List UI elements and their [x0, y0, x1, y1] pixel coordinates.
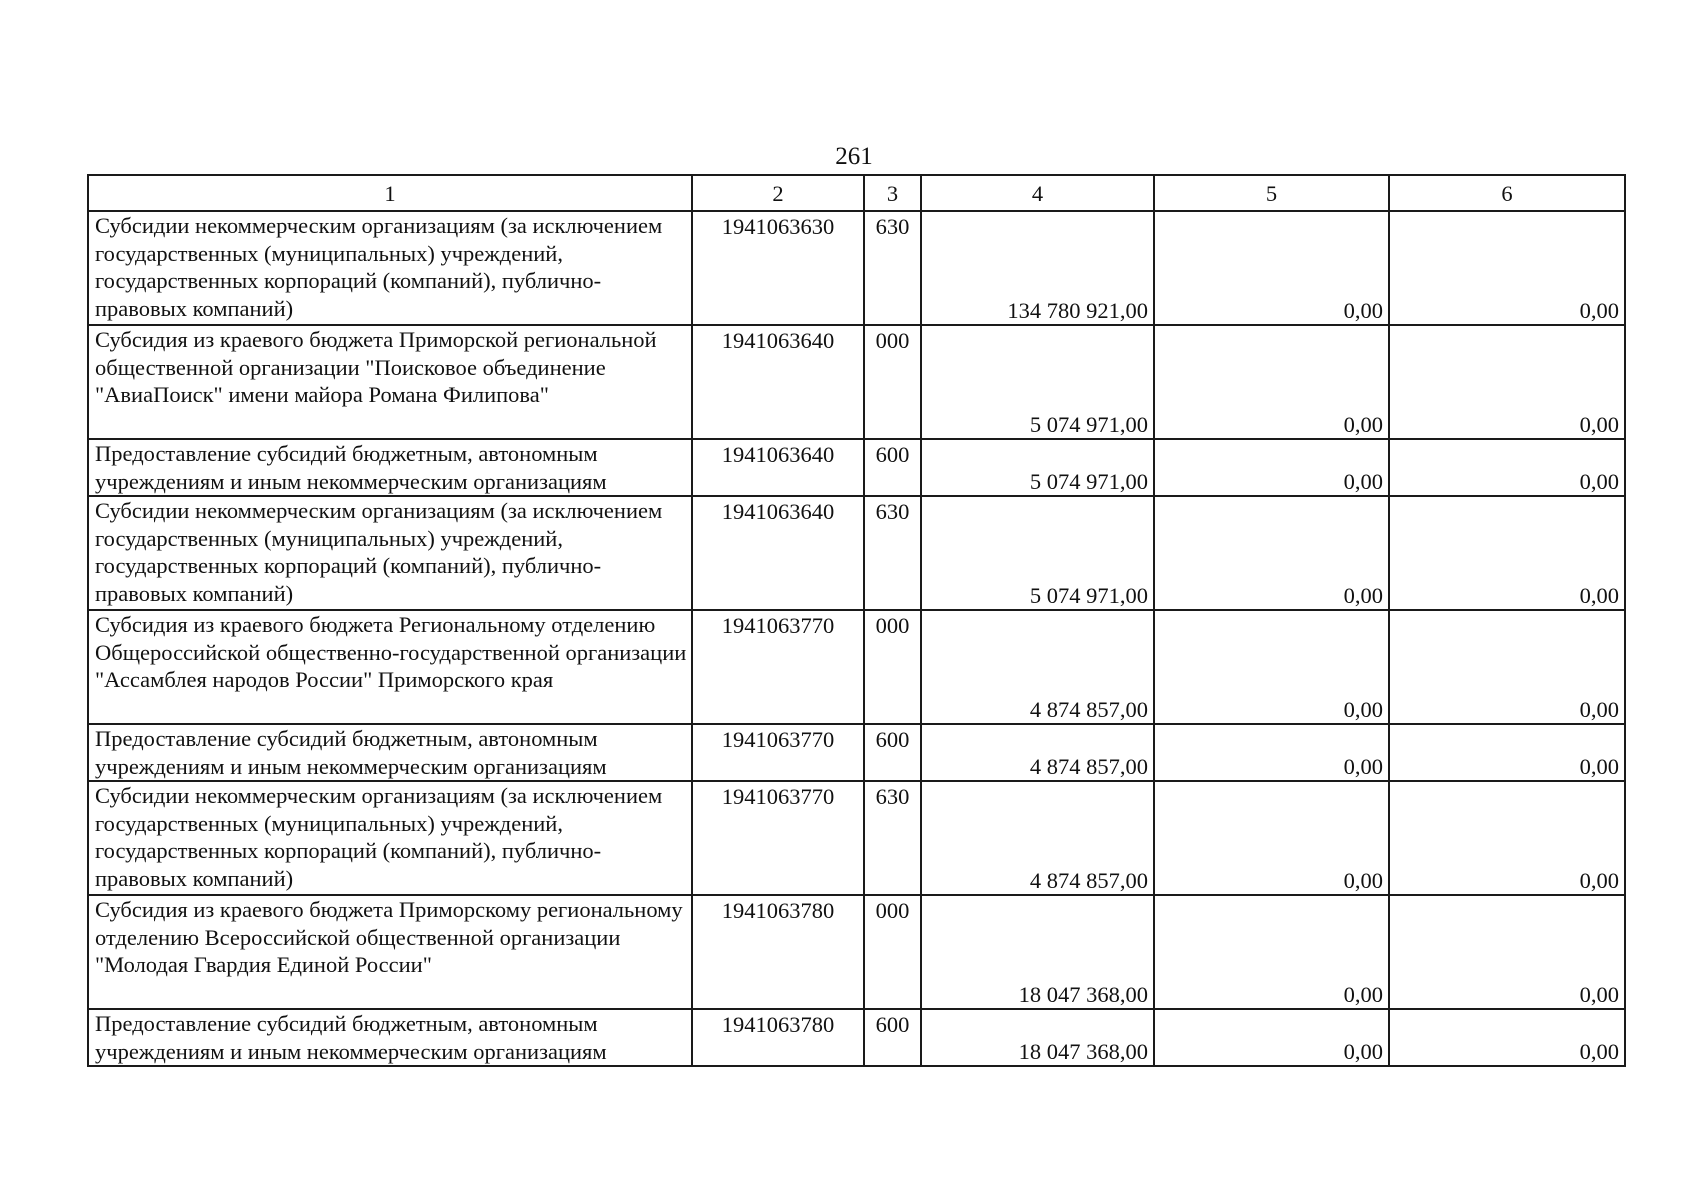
column-header-csr: 2	[692, 175, 864, 211]
row-sum2-cell: 0,00	[1154, 610, 1389, 724]
row-csr-cell: 1941063770	[692, 724, 864, 781]
table-row	[88, 439, 1625, 496]
row-name-cell: Предоставление субсидий бюджетным, автономным учреждениям и иным некоммерческим организациям	[88, 724, 692, 781]
table-row	[88, 1009, 1625, 1066]
row-name-cell: Предоставление субсидий бюджетным, автономным учреждениям и иным некоммерческим организациям	[88, 1009, 692, 1066]
table-row	[88, 496, 1625, 610]
row-vr-cell: 600	[864, 724, 921, 781]
row-vr-cell: 600	[864, 1009, 921, 1066]
row-csr-cell: 1941063640	[692, 439, 864, 496]
row-sum2-cell: 0,00	[1154, 439, 1389, 496]
table-row	[88, 781, 1625, 895]
column-header-sum1: 4	[921, 175, 1154, 211]
row-vr-cell: 000	[864, 895, 921, 1009]
row-csr-cell: 1941063780	[692, 895, 864, 1009]
table-row	[88, 895, 1625, 1009]
row-name-cell: Субсидии некоммерческим организациям (за исключением государственных (муниципальных) учреждений, государственных корпораций (компаний), публично-правовых компаний)	[88, 781, 692, 895]
table-row	[88, 211, 1625, 325]
row-sum3-cell: 0,00	[1389, 496, 1625, 610]
row-sum3-cell: 0,00	[1389, 895, 1625, 1009]
row-sum3-cell: 0,00	[1389, 610, 1625, 724]
column-header-sum3: 6	[1389, 175, 1625, 211]
row-vr-cell: 630	[864, 496, 921, 610]
row-vr-cell: 000	[864, 610, 921, 724]
column-header-name: 1	[88, 175, 692, 211]
row-sum2-cell: 0,00	[1154, 1009, 1389, 1066]
row-name-cell: Субсидия из краевого бюджета Приморской региональной общественной организации "Поисковое объединение "АвиаПоиск" имени майора Романа Филипова"	[88, 325, 692, 439]
row-sum2-cell: 0,00	[1154, 325, 1389, 439]
row-sum2-cell: 0,00	[1154, 211, 1389, 325]
row-sum1-cell: 4 874 857,00	[921, 781, 1154, 895]
row-sum1-cell: 134 780 921,00	[921, 211, 1154, 325]
table-row	[88, 325, 1625, 439]
row-name-cell: Субсидия из краевого бюджета Региональному отделению Общероссийской общественно-государственной организации "Ассамблея народов России" Приморского края	[88, 610, 692, 724]
row-sum1-cell: 5 074 971,00	[921, 325, 1154, 439]
column-header-vr: 3	[864, 175, 921, 211]
row-sum1-cell: 5 074 971,00	[921, 496, 1154, 610]
row-vr-cell: 000	[864, 325, 921, 439]
row-name-cell: Субсидии некоммерческим организациям (за исключением государственных (муниципальных) учреждений, государственных корпораций (компаний), публично-правовых компаний)	[88, 496, 692, 610]
row-sum3-cell: 0,00	[1389, 439, 1625, 496]
table-row	[88, 610, 1625, 724]
row-csr-cell: 1941063630	[692, 211, 864, 325]
row-sum2-cell: 0,00	[1154, 895, 1389, 1009]
row-sum2-cell: 0,00	[1154, 724, 1389, 781]
row-sum3-cell: 0,00	[1389, 724, 1625, 781]
row-sum2-cell: 0,00	[1154, 781, 1389, 895]
row-name-cell: Субсидии некоммерческим организациям (за исключением государственных (муниципальных) учреждений, государственных корпораций (компаний), публично-правовых компаний)	[88, 211, 692, 325]
row-sum3-cell: 0,00	[1389, 325, 1625, 439]
budget-table	[87, 174, 1626, 1067]
row-csr-cell: 1941063770	[692, 781, 864, 895]
header-row	[88, 175, 1625, 211]
row-sum2-cell: 0,00	[1154, 496, 1389, 610]
row-name-cell: Субсидия из краевого бюджета Приморскому региональному отделению Всероссийской общественной организации "Молодая Гвардия Единой России"	[88, 895, 692, 1009]
column-header-sum2: 5	[1154, 175, 1389, 211]
row-sum1-cell: 18 047 368,00	[921, 1009, 1154, 1066]
row-sum1-cell: 18 047 368,00	[921, 895, 1154, 1009]
row-sum3-cell: 0,00	[1389, 1009, 1625, 1066]
row-csr-cell: 1941063640	[692, 496, 864, 610]
row-vr-cell: 600	[864, 439, 921, 496]
row-csr-cell: 1941063780	[692, 1009, 864, 1066]
table-row	[88, 724, 1625, 781]
row-csr-cell: 1941063770	[692, 610, 864, 724]
row-sum3-cell: 0,00	[1389, 781, 1625, 895]
row-sum1-cell: 4 874 857,00	[921, 724, 1154, 781]
row-vr-cell: 630	[864, 211, 921, 325]
row-csr-cell: 1941063640	[692, 325, 864, 439]
row-vr-cell: 630	[864, 781, 921, 895]
row-sum1-cell: 5 074 971,00	[921, 439, 1154, 496]
row-sum3-cell: 0,00	[1389, 211, 1625, 325]
row-name-cell: Предоставление субсидий бюджетным, автономным учреждениям и иным некоммерческим организациям	[88, 439, 692, 496]
page-number: 261	[835, 143, 873, 170]
row-sum1-cell: 4 874 857,00	[921, 610, 1154, 724]
